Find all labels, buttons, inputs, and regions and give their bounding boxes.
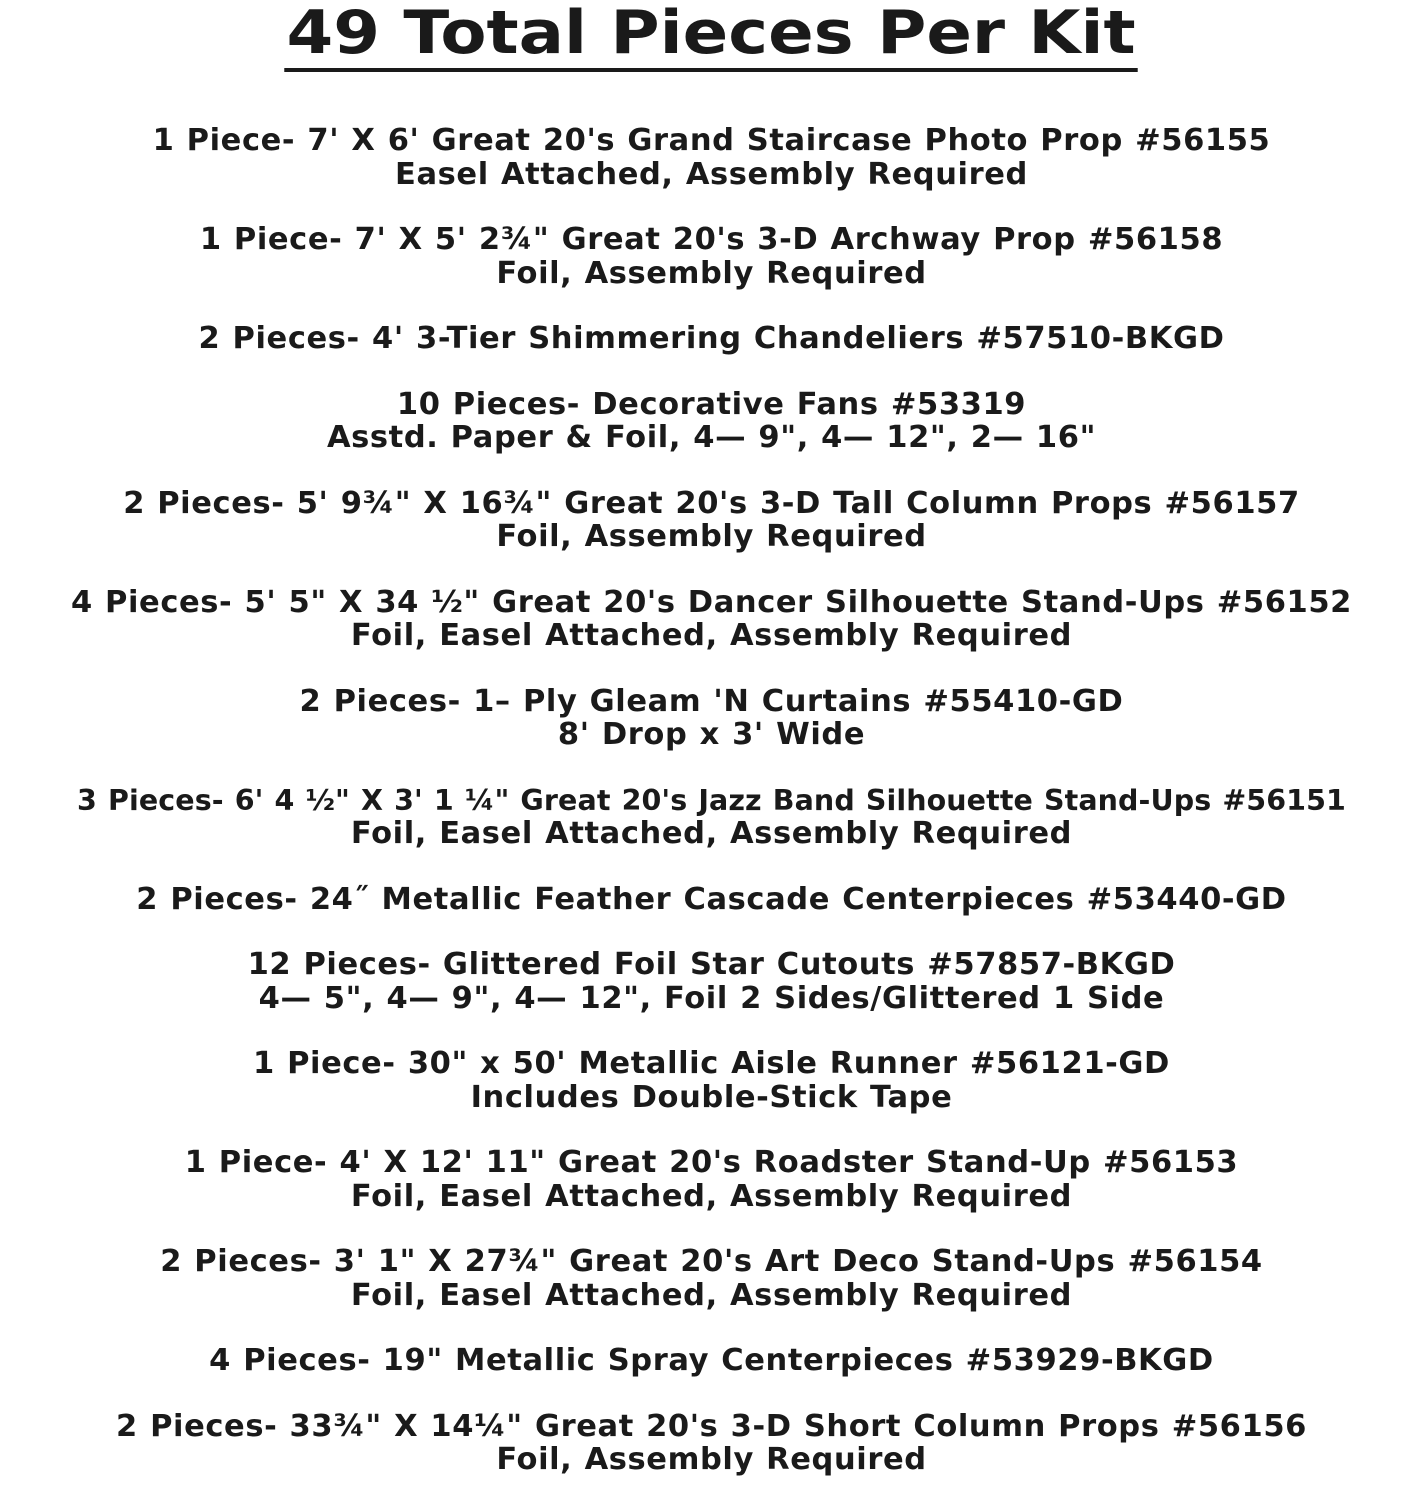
title-container — [0, 0, 1423, 72]
item-sub-line: Easel Attached, Assembly Required — [395, 156, 1028, 192]
kit-item — [0, 1344, 1423, 1378]
item-sub-line: 8' Drop x 3' Wide — [557, 717, 866, 752]
kit-item — [0, 784, 1423, 851]
item-sub-line: Asstd. Paper & Foil, 4— 9", 4— 12", 2— 16" — [326, 420, 1097, 455]
kit-item — [0, 322, 1423, 356]
item-main-line: 2 Pieces- 5' 9¾" X 16¾" Great 20's 3-D Tall Column Props #56157 — [123, 485, 1300, 521]
item-main-line: 12 Pieces- Glittered Foil Star Cutouts #57857-BKGD — [247, 947, 1176, 982]
kit-contents-list — [0, 124, 1423, 1509]
item-main-line: 1 Piece- 7' X 5' 2¾" Great 20's 3-D Archway Prop #56158 — [199, 222, 1224, 257]
kit-item — [0, 487, 1423, 554]
kit-item — [0, 883, 1423, 917]
kit-item — [0, 223, 1423, 290]
kit-item — [0, 124, 1423, 191]
kit-item — [0, 1410, 1423, 1477]
item-sub-line: Foil, Assembly Required — [496, 1442, 927, 1477]
item-main-line: 1 Piece- 7' X 6' Great 20's Grand Staircase Photo Prop #56155 — [152, 123, 1271, 158]
item-sub-line: Foil, Easel Attached, Assembly Required — [350, 816, 1073, 851]
item-main-line: 10 Pieces- Decorative Fans #53319 — [396, 386, 1027, 422]
item-sub-line: Foil, Assembly Required — [496, 255, 927, 291]
item-sub-line: Includes Double-Stick Tape — [470, 1079, 953, 1115]
item-main-line: 4 Pieces- 5' 5" X 34 ½" Great 20's Dancer Silhouette Stand-Ups #56152 — [70, 584, 1353, 620]
item-sub-line: Foil, Assembly Required — [496, 519, 927, 554]
page-title: 49 Total Pieces Per Kit — [285, 0, 1139, 72]
kit-item — [0, 948, 1423, 1015]
kit-item — [0, 586, 1423, 653]
item-main-line: 1 Piece- 30" x 50' Metallic Aisle Runner #56121-GD — [253, 1046, 1170, 1081]
item-sub-line: Foil, Easel Attached, Assembly Required — [350, 1178, 1073, 1214]
item-main-line: 2 Pieces- 3' 1" X 27¾" Great 20's Art Deco Stand-Ups #56154 — [160, 1244, 1263, 1279]
item-main-line: 3 Pieces- 6' 4 ½" X 3' 1 ¼" Great 20's Jazz Band Silhouette Stand-Ups #56151 — [77, 783, 1346, 817]
kit-item — [0, 1245, 1423, 1312]
kit-item — [0, 1047, 1423, 1114]
kit-item — [0, 685, 1423, 752]
item-main-line: 2 Pieces- 1– Ply Gleam 'N Curtains #55410-GD — [299, 683, 1124, 719]
item-main-line: 2 Pieces- 33¾" X 14¼" Great 20's 3-D Short Column Props #56156 — [116, 1408, 1307, 1444]
item-sub-line: 4— 5", 4— 9", 4— 12", Foil 2 Sides/Glittered 1 Side — [258, 980, 1165, 1016]
item-main-line: 1 Piece- 4' X 12' 11" Great 20's Roadster Stand-Up #56153 — [184, 1145, 1239, 1180]
item-main-line: 2 Pieces- 4' 3-Tier Shimmering Chandeliers #57510-BKGD — [198, 321, 1225, 356]
item-sub-line: Foil, Easel Attached, Assembly Required — [350, 1277, 1073, 1313]
item-main-line: 4 Pieces- 19" Metallic Spray Centerpieces #53929-BKGD — [209, 1343, 1214, 1378]
item-sub-line: Foil, Easel Attached, Assembly Required — [350, 618, 1073, 653]
kit-item — [0, 1146, 1423, 1213]
item-main-line: 2 Pieces- 24˝ Metallic Feather Cascade Centerpieces #53440-GD — [136, 881, 1287, 917]
kit-item — [0, 388, 1423, 455]
